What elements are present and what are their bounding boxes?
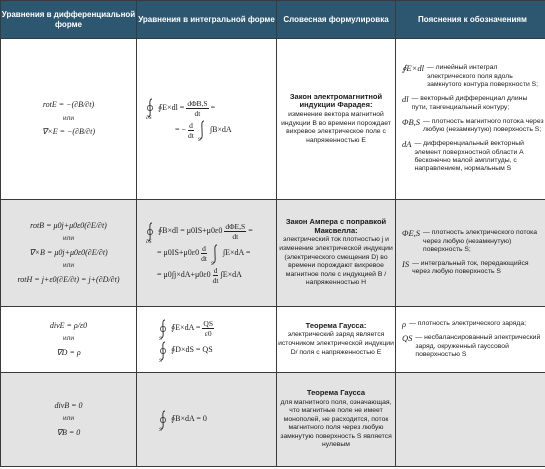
diff-eq-1: divB = 0 — [54, 400, 83, 410]
law-title: Закон Ампера с поправкой Максвелла: — [285, 217, 387, 235]
law-title: Теорема Гаусса — [306, 387, 366, 397]
cell-notes-ampere — [396, 200, 545, 307]
or-label: или — [62, 235, 75, 243]
integral-eq-gauss-m: S ∮B×dA = 0 — [137, 410, 276, 430]
or-label: или — [62, 114, 75, 122]
integral-eq-ampere-1: ∂S ∮B×dl = μ0IS+μ0ε0 $\frac{\text{dΦE,S}}{dt}$ = — [146, 222, 253, 245]
cell-verbal-ampere — [277, 200, 396, 307]
header-verbal: Словесная формулировка — [277, 1, 396, 39]
integral-eq-gauss-e-2: S ∮D×dS = QS — [137, 341, 276, 361]
cell-integral-faraday — [137, 39, 277, 200]
diff-eq-3: rotH = j+ε0(∂E/∂t) = j+(∂D/∂t) — [17, 274, 120, 284]
integral-eq-faraday-1: ∂S ∮E×dl = $\frac{\text{dΦB,S}}{dt}$ = — [146, 98, 216, 122]
integral-eq-faraday-2: = − $\frac{d}{dt}$ S ∫B×dA — [175, 120, 232, 144]
cell-verbal-faraday — [277, 39, 396, 200]
note-item: ΦB,S — плотность магнитного потока через любую (незамкнутую) поверхность S; — [402, 116, 544, 134]
note-item: ρ — плотность электрического заряда; — [402, 318, 526, 329]
cell-integral-ampere — [137, 200, 277, 307]
cell-differential-ampere — [1, 200, 137, 307]
law-description: электрический заряд является источником электрической индукции D/ поля с напряженностью E — [278, 331, 394, 356]
diff-eq-1: rotE = −(∂B/∂t) — [42, 100, 95, 110]
or-label: или — [62, 415, 75, 423]
law-title: Закон электромагнитной индукции Фарадея: — [289, 91, 383, 110]
law-description: электрический ток плотностью j и изменение электрической индукции (электрического смещения D) во времени порождают вихревое магнитное поле с индукцией B / напряженностью H — [279, 236, 393, 287]
header-differential: Уравнения в дифференциальной форме — [1, 1, 137, 39]
cell-notes-faraday — [396, 39, 545, 200]
law-title: Теорема Гаусса: — [305, 320, 367, 330]
integral-icon: S — [209, 244, 221, 264]
table-header-row — [1, 1, 545, 39]
note-item: dA — дифференциальный векторный элемент поверхностной области A бесконечно малой амплитуды, с направлением, нормальным S — [402, 139, 524, 173]
cell-integral-gauss-m — [137, 373, 277, 467]
cell-verbal-gauss-e — [277, 307, 396, 373]
cell-differential-faraday — [1, 39, 137, 200]
integral-icon: S — [196, 120, 208, 140]
surface-integral-icon: S — [157, 341, 169, 361]
surface-integral-icon: S — [157, 319, 169, 339]
note-item: dl — векторный дифференциал длины пути, тангенциальный контуру; — [402, 94, 528, 111]
note-item: ΦE,S — плотность электрического потока через любую (незамкнутую) поверхность S; — [402, 228, 538, 253]
cell-notes-gauss-e — [396, 307, 545, 373]
diff-eq-2: ∇×E = −(∂B/∂t) — [42, 127, 95, 137]
diff-eq-1: rotB = μ0j+μ0ε0(∂E/∂t) — [30, 220, 107, 230]
contour-integral-icon: ∂S — [144, 222, 156, 242]
integral-eq-ampere-3: = μ0∫j×dA+μ0ε0 $\frac{d}{dt}$ ∫E×dA — [157, 265, 242, 285]
surface-integral-icon: S — [157, 410, 169, 430]
table-row-gauss-electric — [1, 307, 545, 373]
note-item: IS — интегральный ток, передающийся через любую поверхность S — [402, 259, 529, 276]
header-notes: Пояснения к обозначениям — [396, 1, 545, 39]
diff-eq-1: divE = ρ/ε0 — [49, 320, 88, 330]
cell-verbal-gauss-m — [277, 373, 396, 467]
integral-eq-ampere-2: = μ0IS+μ0ε0 $\frac{d}{dt}$ S ∫E×dA = — [157, 244, 251, 267]
cell-integral-gauss-e — [137, 307, 277, 373]
table-row-ampere — [1, 200, 545, 307]
diff-eq-2: ∇B = 0 — [56, 427, 81, 437]
table-row-faraday — [1, 39, 545, 200]
diff-eq-2: ∇D = ρ — [56, 347, 81, 357]
integral-eq-gauss-e-1: S ∮E×dA = $\frac{QS}{\varepsilon 0}$ — [159, 319, 214, 342]
contour-integral-icon: ∂S — [144, 98, 156, 118]
note-item: ∮E×dl — линейный интеграл электрического поля вдоль замкнутого контура поверхности S; — [402, 63, 539, 88]
table-row-gauss-magnetic — [1, 373, 545, 467]
or-label: или — [62, 262, 75, 270]
cell-notes-gauss-m — [396, 373, 545, 467]
or-label: или — [62, 335, 75, 343]
law-description: изменение вектора магнитной индукции B во времени порождает вихревое электрическое поле с напряженностью E — [281, 110, 391, 144]
cell-differential-gauss-e — [1, 307, 137, 373]
cell-differential-gauss-m — [1, 373, 137, 467]
note-item: QS — несбалансированный электрический заряд, окруженный гауссовой поверхностью S — [402, 333, 541, 358]
header-integral: Уравнения в интегральной форме — [137, 1, 277, 39]
diff-eq-2: ∇×B = μ0j+μ0ε0(∂E/∂t) — [29, 247, 108, 257]
law-description: для магнитного поля, означающая, что магнитные поле не имеет монополей, не расходится, поток магнитного поля через любую замкнутую поверхность S является нулевым — [280, 398, 392, 449]
